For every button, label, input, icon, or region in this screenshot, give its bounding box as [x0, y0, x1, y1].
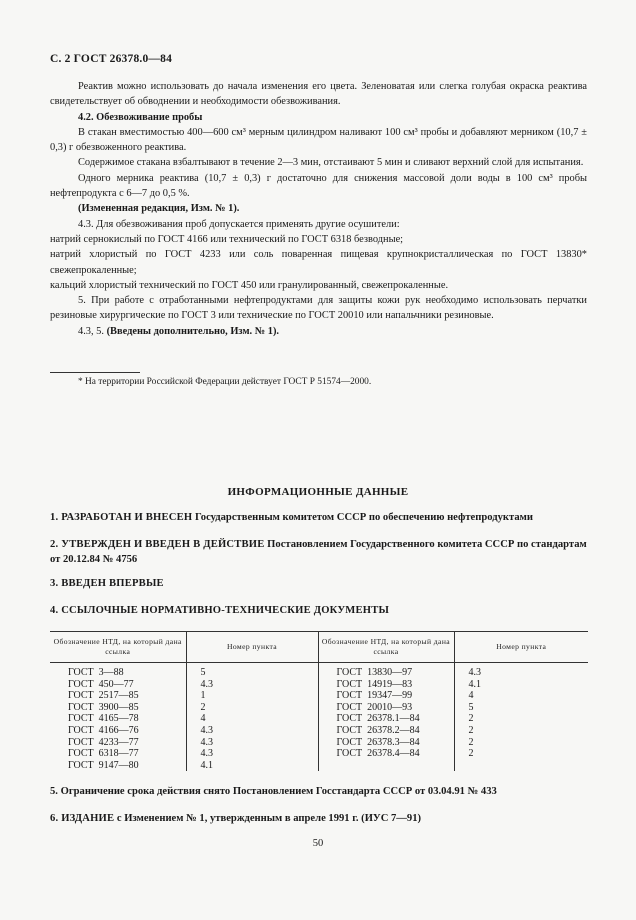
- amendment-text: (Введены дополнительно, Изм. № 1).: [106, 325, 280, 337]
- table-row: [50, 713, 588, 725]
- doc-designation-cell: ГОСТ 19347—99: [318, 690, 454, 702]
- doc-designation-cell: ГОСТ 3900—85: [68, 701, 139, 713]
- clause-number-cell: 2: [186, 702, 318, 714]
- item-text: с Изменением № 1, утвержденным в апреле 1991 г. (ИУС 7—91): [114, 813, 422, 824]
- amendment-note: [50, 324, 587, 339]
- item-lead: 6. ИЗДАНИЕ: [50, 813, 115, 824]
- info-item-1: [50, 511, 590, 526]
- doc-designation-cell: ГОСТ 3—88: [68, 667, 124, 678]
- clause-number-cell: 4: [454, 690, 588, 702]
- clause-number-cell: [454, 760, 588, 772]
- doc-designation-cell: ГОСТ 26378.3—84: [318, 737, 454, 749]
- clause-number-cell: 4.3: [186, 748, 318, 760]
- clause-number-cell: 4.3: [186, 725, 318, 737]
- footnote: * На территории Российской Федерации действует ГОСТ Р 51574—2000.: [78, 377, 372, 387]
- doc-designation-cell: ГОСТ 6318—77: [68, 748, 139, 760]
- info-item-6: [50, 812, 590, 827]
- paragraph: Одного мерника реактива (10,7 ± 0,3) г достаточно для снижения массовой доли воды в 100 см³ пробы нефтепродукта с 6—7 до 0,5 %.: [50, 172, 587, 200]
- table-row: [50, 748, 588, 760]
- table-row: [50, 679, 588, 691]
- footnote-divider: [50, 372, 140, 373]
- info-section-title: ИНФОРМАЦИОННЫЕ ДАННЫЕ: [227, 486, 409, 498]
- table-row: [50, 760, 588, 772]
- table-row: [50, 725, 588, 737]
- paragraph: натрий хлористый по ГОСТ 4233 или соль поваренная пищевая крупнокристаллическая по ГОСТ 13830* свежепрокаленные;: [50, 249, 587, 276]
- page-number: 50: [312, 838, 324, 849]
- doc-designation-cell: ГОСТ 4165—78: [68, 713, 139, 725]
- clause-number-cell: 2: [454, 713, 588, 725]
- paragraph: Реактив можно использовать до начала изменения его цвета. Зеленоватая или слегка голубая окраска реактива свидетельствует об обводнении и необходимости обезвоживания.: [50, 81, 587, 108]
- info-item-2: [50, 538, 590, 567]
- item-text: Государственным комитетом СССР по обеспечению нефтепродуктами: [192, 512, 533, 523]
- clause-number-cell: 4.3: [186, 737, 318, 749]
- info-item-3: [50, 577, 590, 592]
- clause-number-cell: 5: [186, 663, 318, 679]
- body-text: [50, 79, 587, 339]
- table-row: [50, 702, 588, 714]
- table-row: [50, 663, 588, 679]
- clause-number-cell: 4.3: [454, 663, 588, 679]
- paragraph: В стакан вместимостью 400—600 см³ мерным цилиндром наливают 100 см³ пробы и добавляют мерником (10,7 ± 0,3) г обезвоженного реактива.: [50, 126, 587, 154]
- clause-number-cell: 2: [454, 748, 588, 760]
- doc-designation-cell: ГОСТ 9147—80: [68, 759, 139, 771]
- amendment-note: (Измененная редакция, Изм. № 1).: [78, 203, 240, 215]
- doc-designation-cell: ГОСТ 450—77: [68, 678, 134, 690]
- doc-designation-cell: ГОСТ 26378.4—84: [318, 748, 454, 760]
- clause-number-cell: 4.1: [454, 679, 588, 691]
- item-lead: 3. ВВЕДЕН ВПЕРВЫЕ: [50, 578, 164, 589]
- doc-designation-cell: ГОСТ 20010—93: [318, 702, 454, 714]
- paragraph: 4.3. Для обезвоживания проб допускается применять другие осушители:: [78, 218, 400, 230]
- item-lead: 5. Ограничение срока действия снято Постановлением Госстандарта СССР от 03.04.91 № 433: [50, 786, 497, 797]
- clause-number-cell: 1: [186, 690, 318, 702]
- references-table: [50, 631, 588, 771]
- info-item-5: [50, 785, 590, 800]
- clause-number-cell: 4.3: [186, 679, 318, 691]
- table-row: [50, 737, 588, 749]
- item-lead: 1. РАЗРАБОТАН И ВНЕСЕН: [50, 512, 193, 523]
- table-row: [50, 690, 588, 702]
- item-lead: 2. УТВЕРЖДЕН И ВВЕДЕН В ДЕЙСТВИЕ: [50, 539, 265, 550]
- column-header: Номер пункта: [186, 632, 318, 663]
- page-header: С. 2 ГОСТ 26378.0—84: [50, 53, 173, 65]
- doc-designation-cell: ГОСТ 14919—83: [318, 679, 454, 691]
- column-header: Обозначение НТД, на который дана ссылка: [50, 632, 186, 663]
- doc-designation-cell: [318, 760, 454, 772]
- clause-number-cell: 4.1: [186, 760, 318, 772]
- column-header: Обозначение НТД, на который дана ссылка: [318, 632, 454, 663]
- paragraph: Содержимое стакана взбалтывают в течение 2—3 мин, отстаивают 5 мин и сливают верхний слой для испытания.: [78, 157, 584, 169]
- paragraph: натрий сернокислый по ГОСТ 4166 или технический по ГОСТ 6318 безводные;: [50, 233, 404, 245]
- section-heading: 4.2. Обезвоживание пробы: [78, 111, 203, 123]
- doc-designation-cell: ГОСТ 26378.1—84: [318, 713, 454, 725]
- clause-number-cell: 4: [186, 713, 318, 725]
- item-lead: 4. ССЫЛОЧНЫЕ НОРМАТИВНО-ТЕХНИЧЕСКИЕ ДОКУМЕНТЫ: [50, 605, 390, 616]
- table-header-row: [50, 632, 588, 663]
- column-header: Номер пункта: [454, 632, 588, 663]
- doc-designation-cell: ГОСТ 13830—97: [318, 663, 454, 679]
- paragraph: 5. При работе с отработанными нефтепродуктами для защиты кожи рук необходимо использовать перчатки резиновые хирургические по ГОСТ 3 или технические по ГОСТ 20010 или напальчники резиновые.: [50, 295, 587, 322]
- doc-designation-cell: ГОСТ 4233—77: [68, 736, 139, 748]
- clause-number-cell: 5: [454, 702, 588, 714]
- paragraph: кальций хлористый технический по ГОСТ 450 или гранулированный, свежепрокаленные.: [50, 279, 449, 291]
- clause-ref: 4.3, 5.: [78, 325, 104, 337]
- info-item-4: [50, 604, 590, 619]
- clause-number-cell: 2: [454, 725, 588, 737]
- item-text: Постановлением Государственного комитета СССР по стандартам от 20.12.84 № 4756: [50, 539, 587, 565]
- clause-number-cell: 2: [454, 737, 588, 749]
- doc-designation-cell: ГОСТ 26378.2—84: [318, 725, 454, 737]
- doc-designation-cell: ГОСТ 4166—76: [68, 724, 139, 736]
- doc-designation-cell: ГОСТ 2517—85: [68, 690, 139, 702]
